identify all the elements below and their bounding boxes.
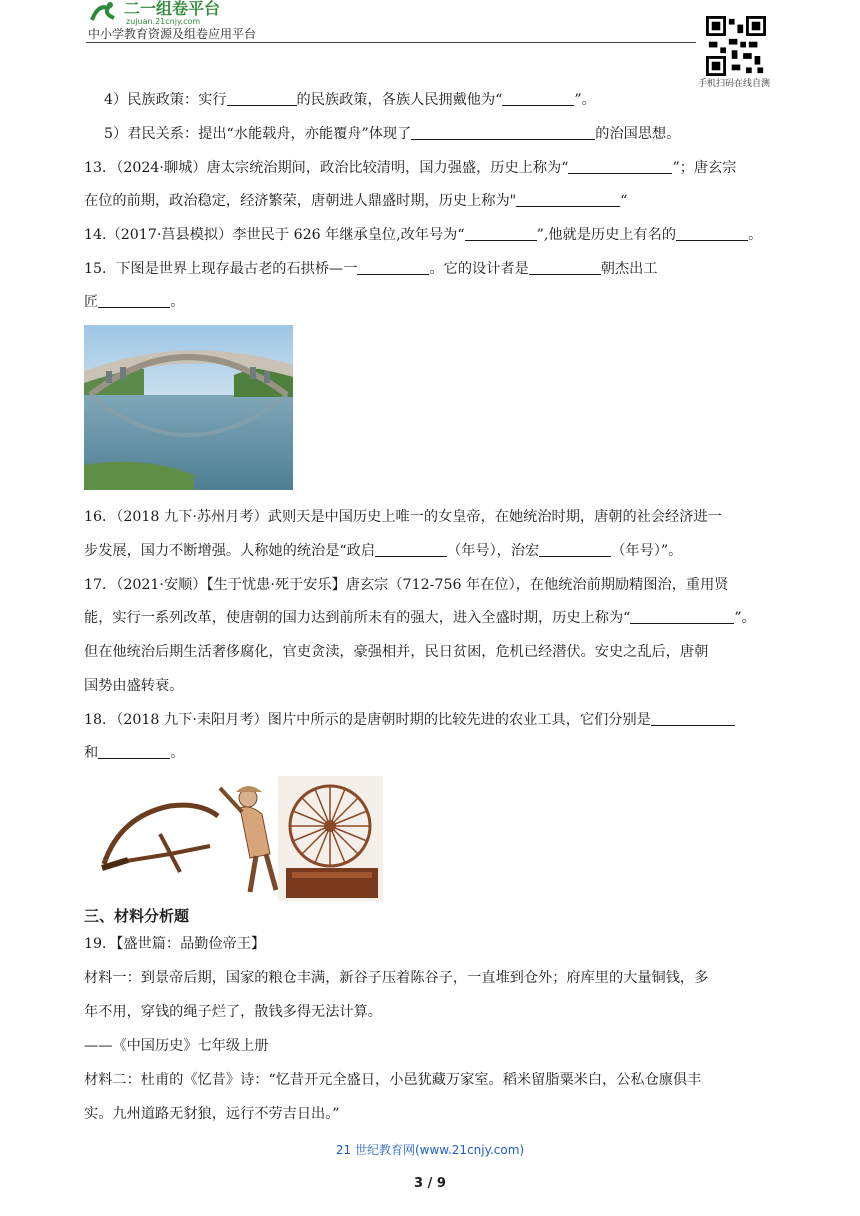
question-17-line2: 能，实行一系列改革，使唐朝的国力达到前所未有的强大，进入全盛时期，历史上称为“ ”。	[84, 610, 756, 626]
qr-caption: 手机扫码在线自测	[698, 79, 771, 89]
question-15-line2: 匠 。	[84, 294, 185, 310]
blank-input[interactable]	[465, 225, 537, 241]
question-17-line3: 但在他统治后期生活奢侈腐化，官吏贪渎，豪强相并，民日贫困，危机已经潜伏。安史之乱后，唐朝	[84, 644, 709, 660]
blank-input[interactable]	[502, 90, 574, 106]
question-16-line2: 步发展，国力不断增强。人称她的统治是“政启 （年号），治宏 （年号）”。	[84, 543, 683, 559]
logo-url: zujuan.21cnjy.com	[126, 17, 201, 26]
blank-input[interactable]	[539, 541, 611, 557]
question-17-line4: 国势由盛转衰。	[84, 678, 184, 694]
question-13: 13．（2024·聊城）唐太宗统治期间，政治比较清明，国力强盛，历史上称为“ ”；唐玄宗	[84, 160, 737, 176]
blank-input[interactable]	[98, 743, 170, 759]
blank-input[interactable]	[227, 90, 297, 106]
material-1-source: ——《中国历史》七年级上册	[84, 1038, 269, 1054]
question-14: 14.（2017·莒县模拟）李世民于 626 年继承皇位,改年号为“ ”,他就是历史上有名的 。	[84, 227, 763, 243]
blank-input[interactable]	[375, 541, 447, 557]
question-15: 15．下图是世界上现存最古老的石拱桥—一 。它的设计者是 朝杰出工	[84, 261, 658, 277]
logo-text: 二一组卷平台	[124, 0, 221, 18]
blank-input[interactable]	[676, 225, 748, 241]
site-logo	[86, 0, 271, 26]
item-ruler-relation: 5）君民关系：提出“水能载舟，亦能覆舟”体现了 的治国思想。	[104, 126, 681, 142]
question-16: 16．（2018 九下·苏州月考）武则天是中国历史上唯一的女皇帝，在她统治时期，唐朝的社会经济进一	[84, 509, 722, 525]
blank-input[interactable]	[516, 191, 620, 207]
qr-code-icon[interactable]	[706, 16, 766, 76]
blank-input[interactable]	[630, 608, 734, 624]
blank-input[interactable]	[529, 259, 601, 275]
material-2: 材料二：杜甫的《忆昔》诗：“忆昔开元全盛日，小邑犹藏万家室。稻米留脂粟米白，公私仓廪俱丰	[84, 1072, 702, 1088]
page-number: 3 / 9	[414, 1176, 446, 1191]
item-ethnic-policy: 4）民族政策：实行 的民族政策，各族人民拥戴他为“ ”。	[104, 92, 596, 108]
blank-input[interactable]	[411, 124, 595, 140]
question-18-line2: 和 。	[84, 745, 185, 761]
footer-site-link[interactable]: 21 世纪教育网(www.21cnjy.com)	[335, 1143, 525, 1157]
section-3-heading: 三、材料分析题	[84, 907, 190, 925]
question-18: 18．（2018 九下·耒阳月考）图片中所示的是唐朝时期的比较先进的农业工具，它们分别是	[84, 710, 735, 730]
blank-input[interactable]	[651, 710, 735, 726]
material-2-line2: 实。九州道路无豺狼，远行不劳吉日出。”	[84, 1106, 340, 1122]
zhaozhou-bridge-image	[84, 325, 293, 490]
material-1: 材料一：到景帝后期，国家的粮仓丰满，新谷子压着陈谷子，一直堆到仓外；府库里的大量铜钱，多	[84, 970, 709, 986]
material-1-line2: 年不用，穿钱的绳子烂了，散钱多得无法计算。	[84, 1004, 382, 1020]
blank-input[interactable]	[568, 158, 672, 174]
blank-input[interactable]	[98, 292, 170, 308]
blank-input[interactable]	[357, 259, 429, 275]
question-13-line2: 在位的前期，政治稳定，经济繁荣，唐朝进人鼎盛时期，历史上称为" “	[84, 193, 628, 209]
question-19: 19．【盛世篇：品勤俭帝王】	[84, 936, 266, 952]
tang-farming-tools-image	[100, 776, 383, 901]
header-divider	[86, 42, 696, 43]
question-17: 17．（2021·安顺）【生于忧患·死于安乐】唐玄宗（712-756 年在位），在他统治前期励精图治，重用贤	[84, 577, 729, 593]
header-subtitle: 中小学教育资源及组卷应用平台	[88, 27, 257, 41]
